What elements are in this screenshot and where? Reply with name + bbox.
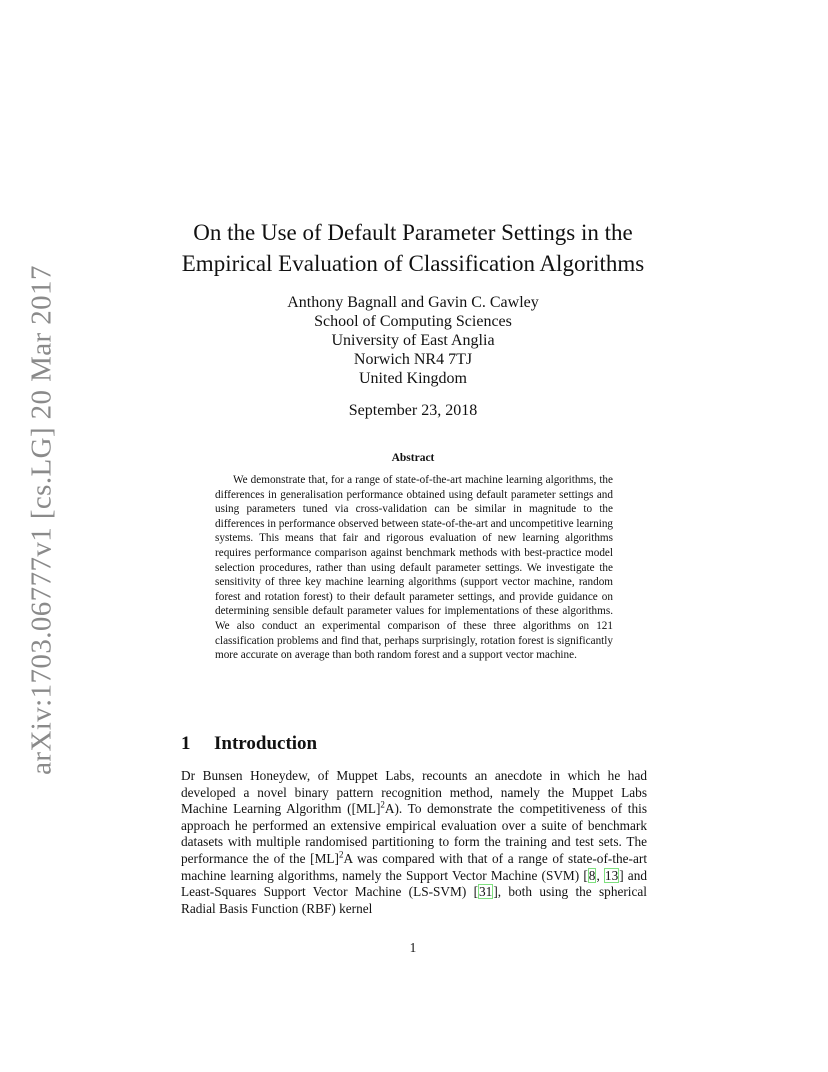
author-country: United Kingdom <box>359 370 467 387</box>
intro-text-5: ], both using the spherical Radial Basis Function (RBF) kernel <box>181 884 647 916</box>
intro-paragraph <box>181 768 647 917</box>
citation-link-8[interactable]: 8 <box>588 867 596 883</box>
author-names: Anthony Bagnall and Gavin C. Cawley <box>287 294 539 311</box>
paper-title <box>170 217 656 279</box>
title-line-2: Empirical Evaluation of Classification Algorithms <box>181 251 645 276</box>
citation-link-31[interactable]: 31 <box>479 884 493 900</box>
paper-date: September 23, 2018 <box>348 402 478 419</box>
intro-text-3: A was compared with that of a range of state-of-the-art machine learning algorithms, namely the Support Vector Machine (SVM) [ <box>181 850 648 883</box>
author-city: Norwich NR4 7TJ <box>353 351 473 368</box>
intro-text-1: Dr Bunsen Honeydew, of Muppet Labs, recounts an anecdote in which he had developed a novel binary pattern recognition method, namely the Muppet Labs Machine Learning Algorithm ([ML] <box>181 768 647 817</box>
abstract-heading: Abstract <box>391 452 435 464</box>
section-title: Introduction <box>214 733 318 754</box>
abstract-text: We demonstrate that, for a range of state-of-the-art machine learning algorithms, the differences in generalisation performance obtained using default parameter settings and using parameters tuned via cross-validation can be similar in magnitude to the differences in performance observed between state-of-the-art and uncompetitive learning systems. This means that fair and rigorous evaluation of new learning algorithms requires performance comparison against benchmark methods with best-practice model selection procedures, rather than using default parameter settings. We investigate the sensitivity of three key machine learning algorithms (support vector machine, random forest and rotation forest) to their default parameter settings, and provide guidance on determining sensible default parameter values for implementations of these algorithms. We also conduct an experimental comparison of these three algorithms on 121 classification problems and find that, perhaps surprisingly, rotation forest is significantly more accurate on average than both random forest and a support vector machine. <box>215 474 614 662</box>
author-university: University of East Anglia <box>331 332 495 349</box>
citation-separator: , <box>596 867 604 883</box>
citation-link-13[interactable]: 13 <box>604 867 619 883</box>
page-number: 1 <box>409 940 417 955</box>
author-block <box>170 293 656 388</box>
arxiv-identifier: arXiv:1703.06777v1 [cs.LG] 20 Mar 2017 <box>25 265 58 775</box>
superscript-2b: 2 <box>338 849 344 860</box>
intro-text-4: ] and Least-Squares Support Vector Machine (LS-SVM) [ <box>181 867 647 900</box>
section-number: 1 <box>181 733 191 754</box>
superscript-2: 2 <box>380 799 385 810</box>
intro-text-2: A). To demonstrate the competitiveness of this approach he performed an extensive empirical evaluation over a suite of benchmark datasets with multiple randomised partitioning to form the training and test sets. The performance the of the [ML] <box>181 801 647 866</box>
title-line-1: On the Use of Default Parameter Settings in the <box>193 220 633 245</box>
section-heading <box>181 733 317 755</box>
author-school: School of Computing Sciences <box>314 313 512 330</box>
